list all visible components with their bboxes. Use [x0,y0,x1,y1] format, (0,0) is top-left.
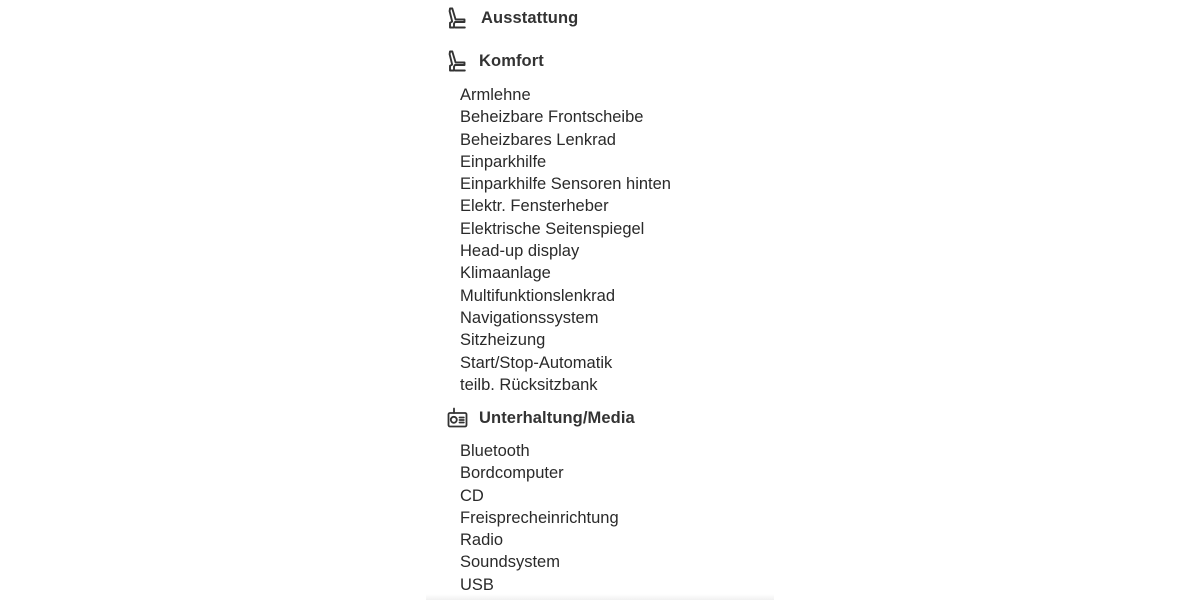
list-item: Einparkhilfe Sensoren hinten [460,175,671,194]
section-title-ausstattung: Ausstattung [481,8,579,27]
media-feature-list [460,440,619,596]
list-item: Head-up display [460,242,580,261]
list-item: Bordcomputer [460,464,564,483]
section-title-komfort: Komfort [479,51,544,70]
list-item: Sitzheizung [460,331,546,350]
list-item: Bluetooth [460,442,530,460]
list-item: Soundsystem [460,553,560,572]
radio-icon [446,406,468,430]
list-item: USB [460,575,494,594]
section-header-komfort [446,49,544,73]
list-item: Armlehne [460,86,531,104]
list-item: CD [460,486,484,505]
list-item: Elektr. Fensterheber [460,197,609,216]
list-item: Beheizbare Frontscheibe [460,108,644,127]
list-item: Einparkhilfe [460,152,547,171]
list-item: Freisprecheinrichtung [460,508,619,527]
list-item: Elektrische Seitenspiegel [460,219,645,238]
komfort-feature-list [460,84,671,396]
car-seat-icon [446,49,468,73]
list-item: Beheizbares Lenkrad [460,130,616,149]
list-item: Radio [460,531,504,550]
section-header-media [446,406,635,430]
list-item: Navigationssystem [460,308,599,327]
car-seat-icon [446,6,468,30]
list-item: Klimaanlage [460,264,551,283]
section-title-media: Unterhaltung/Media [479,408,635,427]
list-item: teilb. Rücksitzbank [460,375,598,394]
list-item: Start/Stop-Automatik [460,353,613,372]
bottom-shadow-divider [426,594,774,600]
list-item: Multifunktionslenkrad [460,286,615,305]
section-header-ausstattung [446,6,578,30]
